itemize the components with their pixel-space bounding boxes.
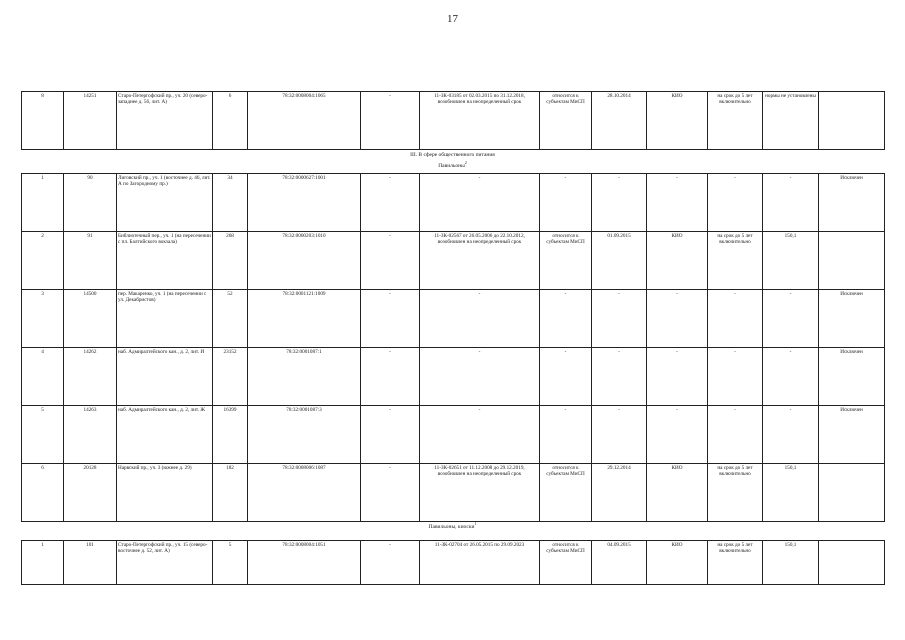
- cell-row-number: 1: [22, 541, 64, 585]
- table-row: [22, 541, 885, 585]
- cell-authority: КИО: [647, 464, 708, 522]
- subheading-pavilions-text: Павильоны: [438, 163, 465, 169]
- cell-cadastral-number: 78:32:0001087:3: [248, 406, 361, 464]
- cell-area: 34: [213, 174, 248, 232]
- cell-authority: -: [647, 174, 708, 232]
- cell-authority: КИО: [647, 92, 708, 150]
- cell-authority: -: [647, 290, 708, 348]
- cell-authority: КИО: [647, 541, 708, 585]
- cell-cadastral-number: 78:32:0000627:1001: [248, 174, 361, 232]
- cell-cadastral-number: 78:32:0008006:1087: [248, 464, 361, 522]
- cell-term: -: [708, 290, 763, 348]
- register-table-top: [21, 91, 885, 150]
- cell-use-type: -: [361, 541, 420, 585]
- cell-contract: 11-ЗК-03185 от 02.03.2015 по 31.12.2018, возобновлен на неопределенный срок: [420, 92, 540, 150]
- cell-rate: 150,1: [763, 541, 819, 585]
- cell-area: 5: [213, 541, 248, 585]
- table-row: [22, 290, 885, 348]
- cell-area: 52: [213, 290, 248, 348]
- cell-term: на срок до 5 лет включительно: [708, 232, 763, 290]
- cell-row-number: 3: [22, 290, 64, 348]
- cell-rate: -: [763, 290, 819, 348]
- cell-term: на срок до 5 лет включительно: [708, 92, 763, 150]
- cell-address: Библиотечный пер., уч. 1 (на пересечении с пл. Балтийского вокзала): [117, 232, 213, 290]
- cell-smb-status: -: [540, 406, 592, 464]
- cell-use-type: -: [361, 92, 420, 150]
- cell-object-id: 14262: [64, 348, 117, 406]
- table-row: [22, 232, 885, 290]
- cell-object-id: 90: [64, 174, 117, 232]
- cell-cadastral-number: 78:32:0000203:1010: [248, 232, 361, 290]
- cell-note: [819, 464, 885, 522]
- cell-note: [819, 541, 885, 585]
- cell-object-id: 14263: [64, 406, 117, 464]
- cell-row-number: 8: [22, 92, 64, 150]
- cell-smb-status: относится к субъектам МиСП: [540, 541, 592, 585]
- table-row: [22, 464, 885, 522]
- cell-rate: -: [763, 406, 819, 464]
- subheading-kiosks-text: Павильоны, киоски: [428, 524, 475, 530]
- cell-note: Исключен: [819, 290, 885, 348]
- cell-cadastral-number: 78:32:0001087:1: [248, 348, 361, 406]
- cell-term: -: [708, 406, 763, 464]
- subheading-kiosks: [0, 521, 905, 531]
- cell-smb-status: -: [540, 290, 592, 348]
- cell-rate: -: [763, 174, 819, 232]
- cell-object-id: 101: [64, 541, 117, 585]
- cell-area: 268: [213, 232, 248, 290]
- cell-rate: нормы не установлены: [763, 92, 819, 150]
- cell-term: -: [708, 174, 763, 232]
- cell-authority: -: [647, 348, 708, 406]
- cell-use-type: -: [361, 406, 420, 464]
- cell-row-number: 1: [22, 174, 64, 232]
- cell-address: пер. Макаренко, уч. 1 (на пересечении с ул. Декабристов): [117, 290, 213, 348]
- cell-term: -: [708, 348, 763, 406]
- cell-row-number: 6: [22, 464, 64, 522]
- cell-row-number: 4: [22, 348, 64, 406]
- cell-contract: -: [420, 348, 540, 406]
- cell-authority: -: [647, 406, 708, 464]
- subheading-pavilions: [0, 160, 905, 170]
- cell-contract: -: [420, 406, 540, 464]
- cell-smb-status: относится к субъектам МиСП: [540, 464, 592, 522]
- register-table-pavilions: [21, 173, 885, 522]
- subheading-pavilions-note: 2: [464, 160, 467, 166]
- cell-object-id: 91: [64, 232, 117, 290]
- cell-address: наб. Адмиралтейского кан., д. 2, лит. И: [117, 348, 213, 406]
- cell-smb-status: относится к субъектам МиСП: [540, 232, 592, 290]
- cell-address: Старо-Петергофский пр., уч. 20 (северо-западнее д. 56, лит. А): [117, 92, 213, 150]
- table-row: [22, 406, 885, 464]
- table-row: [22, 92, 885, 150]
- cell-area: 16399: [213, 406, 248, 464]
- cell-smb-status: -: [540, 174, 592, 232]
- cell-use-type: -: [361, 290, 420, 348]
- cell-note: [819, 232, 885, 290]
- table-row: [22, 174, 885, 232]
- cell-cadastral-number: 78:32:0008004:1051: [248, 541, 361, 585]
- cell-address: Лиговский пр., уч. 1 (восточнее д. 46, лит. А по Загородному пр.): [117, 174, 213, 232]
- register-table-kiosks: [21, 540, 885, 585]
- cell-rate: 150,1: [763, 464, 819, 522]
- cell-object-id: 14500: [64, 290, 117, 348]
- cell-area: 6: [213, 92, 248, 150]
- cell-row-number: 5: [22, 406, 64, 464]
- cell-use-type: -: [361, 348, 420, 406]
- cell-date: 01.09.2015: [592, 232, 647, 290]
- cell-note: Исключен: [819, 174, 885, 232]
- cell-date: 28.10.2014: [592, 92, 647, 150]
- cell-use-type: -: [361, 174, 420, 232]
- cell-rate: -: [763, 348, 819, 406]
- cell-smb-status: -: [540, 348, 592, 406]
- cell-note: Исключен: [819, 406, 885, 464]
- cell-area: 23152: [213, 348, 248, 406]
- table-row: [22, 348, 885, 406]
- cell-date: 29.12.2014: [592, 464, 647, 522]
- cell-rate: 150,1: [763, 232, 819, 290]
- cell-contract: 11-ЗК-02567 от 26.05.2006 до 22.10.2012, возобновлен на неопределенный срок: [420, 232, 540, 290]
- cell-contract: -: [420, 290, 540, 348]
- cell-date: -: [592, 348, 647, 406]
- cell-address: Старо-Петергофский пр., уч. 15 (северо-восточнее д. 52, лит. А): [117, 541, 213, 585]
- cell-cadastral-number: 78:32:0008004:1065: [248, 92, 361, 150]
- cell-date: 04.09.2015: [592, 541, 647, 585]
- cell-contract: 11-ЗК-02651 от 11.12.2008 до 29.12.2019, возобновлен на неопределенный срок: [420, 464, 540, 522]
- page-number: 17: [447, 13, 458, 25]
- cell-use-type: -: [361, 232, 420, 290]
- cell-authority: КИО: [647, 232, 708, 290]
- cell-object-id: 20128: [64, 464, 117, 522]
- cell-term: на срок до 5 лет включительно: [708, 464, 763, 522]
- cell-cadastral-number: 78:32:0001121:1009: [248, 290, 361, 348]
- cell-note: [819, 92, 885, 150]
- cell-address: Нарвский пр., уч. 3 (южнее д. 29): [117, 464, 213, 522]
- cell-address: наб. Адмиралтейского кан., д. 2, лит. Ж: [117, 406, 213, 464]
- cell-contract: 11-ЗК-02704 от 26.05.2015 по 29.09.2023: [420, 541, 540, 585]
- cell-note: Исключен: [819, 348, 885, 406]
- cell-use-type: -: [361, 464, 420, 522]
- cell-date: -: [592, 406, 647, 464]
- cell-date: -: [592, 290, 647, 348]
- cell-term: на срок до 5 лет включительно: [708, 541, 763, 585]
- cell-row-number: 2: [22, 232, 64, 290]
- cell-smb-status: относится к субъектам МиСП: [540, 92, 592, 150]
- section-heading: III. В сфере общественного питания: [410, 152, 495, 158]
- cell-area: 182: [213, 464, 248, 522]
- cell-date: -: [592, 174, 647, 232]
- cell-object-id: 14251: [64, 92, 117, 150]
- subheading-kiosks-note: 1: [474, 521, 477, 527]
- cell-contract: -: [420, 174, 540, 232]
